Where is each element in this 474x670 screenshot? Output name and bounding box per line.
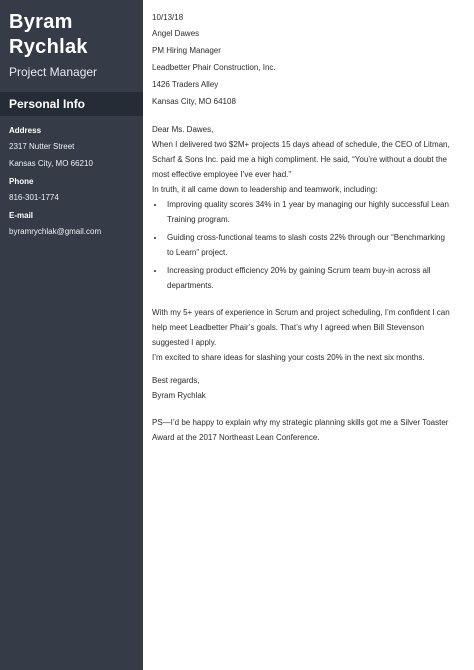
recipient-name: Angel Dawes — [152, 29, 200, 38]
address-line-1: 2317 Nutter Street — [9, 142, 75, 151]
sidebar — [0, 0, 143, 670]
recipient-title: PM Hiring Manager — [152, 46, 221, 55]
recipient-street: 1426 Traders Alley — [152, 80, 219, 89]
achievement-list — [152, 197, 452, 293]
job-title: Project Manager — [9, 65, 98, 79]
paragraph-experience: With my 5+ years of experience in Scrum and project scheduling, I’m confident I can help meet Leadbetter Phair’s goals. That’s why I agreed when Bill Stevenson suggested I apply. — [152, 308, 450, 347]
phone-label: Phone — [9, 177, 34, 186]
postscript: PS—I’d be happy to explain why my strategic planning skills got me a Silver Toaster Award at the 2017 Northeast Lean Conference. — [152, 418, 449, 442]
paragraph-intro-list: In truth, it all came down to leadership and teamwork, including: — [152, 185, 378, 194]
recipient-block — [152, 25, 452, 110]
closing-block — [152, 373, 452, 403]
letter-date: 10/13/18 — [152, 13, 184, 22]
list-item: • Improving quality scores 34% in 1 year by managing our highly successful Lean Training program. — [165, 197, 452, 227]
address-line-2: Kansas City, MO 66210 — [9, 159, 93, 168]
email-address[interactable]: byramrychlak@gmail.com — [9, 227, 102, 236]
email-label: E-mail — [9, 211, 34, 220]
email-group — [9, 211, 134, 237]
address-label: Address — [9, 126, 42, 135]
list-item: • Guiding cross-functional teams to slash costs 22% through our “Benchmarking to Learn” project. — [165, 230, 452, 260]
last-name: Rychlak — [9, 36, 88, 58]
personal-info — [0, 116, 143, 237]
list-item: • Increasing product efficiency 20% by gaining Scrum team buy-in across all departments. — [165, 263, 452, 293]
name-block — [0, 0, 143, 79]
personal-info-heading: Personal Info — [0, 92, 143, 116]
paragraph-excited: I’m excited to share ideas for slashing your costs 20% in the next six months. — [152, 353, 425, 362]
letter-body — [143, 0, 474, 670]
phone-number: 816-301-1774 — [9, 193, 59, 202]
paragraph-opening: When I delivered two $2M+ projects 15 days ahead of schedule, the CEO of Litman, Scharf & Sons Inc. paid me a high compliment. He said, “You’re without a doubt the most effective employee I’ve ever had.” — [152, 140, 450, 179]
salutation: Dear Ms. Dawes, — [152, 125, 214, 134]
recipient-company: Leadbetter Phair Construction, Inc. — [152, 63, 276, 72]
recipient-city: Kansas City, MO 64108 — [152, 97, 236, 106]
phone-group — [9, 177, 134, 203]
signature-name: Byram Rychlak — [152, 391, 206, 400]
closing-phrase: Best regards, — [152, 376, 200, 385]
address-group — [9, 126, 134, 169]
first-name: Byram — [9, 11, 73, 33]
